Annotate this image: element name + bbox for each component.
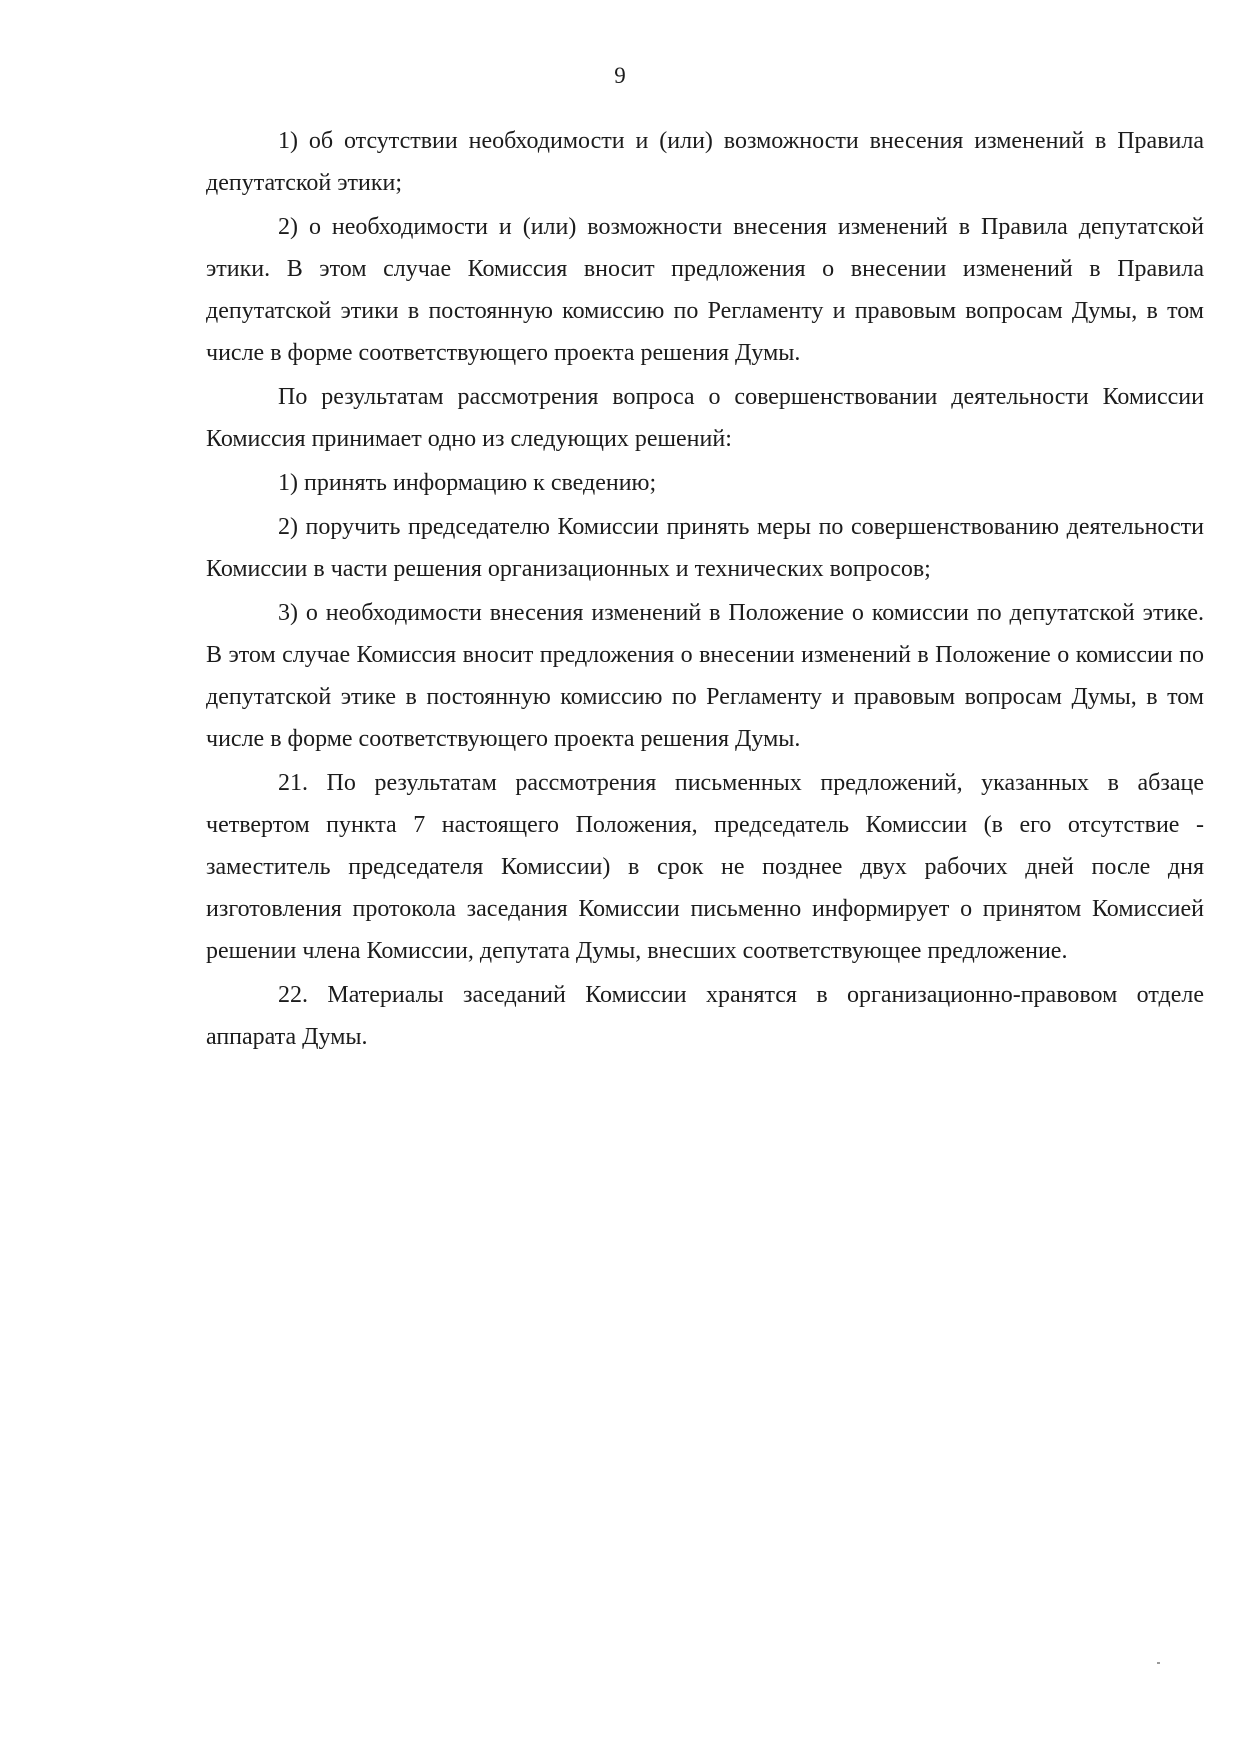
paragraph-clause-21: 21. По результатам рассмотрения письменных предложений, указанных в абзаце четвертом пункта 7 настоящего Положения, председатель Комиссии (в его отсутствие - заместитель председателя Комиссии) в срок не позднее двух рабочих дней после дня изготовления протокола заседания Комиссии письменно информирует о принятом Комиссией решении члена Комиссии, депутата Думы, внесших соответствующее предложение. [206,770,1204,964]
paragraph-item-1-accept-info: 1) принять информацию к сведению; [278,470,657,496]
paragraph-clause-22: 22. Материалы заседаний Комиссии хранятся в организационно-правовом отделе аппарата Думы. [206,982,1204,1050]
scan-artifact-dot [1157,1662,1160,1664]
paragraph-commission-activity-intro: По результатам рассмотрения вопроса о совершенствовании деятельности Комиссии Комиссия принимает одно из следующих решений: [206,384,1204,452]
paragraph-item-2-instruct-chair: 2) поручить председателю Комиссии принять меры по совершенствованию деятельности Комиссии в части решения организационных и технических вопросов; [206,514,1204,582]
paragraph-item-1-no-changes-rules: 1) об отсутствии необходимости и (или) возможности внесения изменений в Правила депутатской этики; [206,128,1204,196]
document-body [206,120,1204,1060]
paragraph-item-2-changes-rules: 2) о необходимости и (или) возможности внесения изменений в Правила депутатской этики. В этом случае Комиссия вносит предложения о внесении изменений в Правила депутатской этики в постоянную комиссию по Регламенту и правовым вопросам Думы, в том числе в форме соответствующего проекта решения Думы. [206,214,1204,366]
paragraph-item-3-changes-regulation: 3) о необходимости внесения изменений в Положение о комиссии по депутатской этике. В этом случае Комиссия вносит предложения о внесении изменений в Положение о комиссии по депутатской этике в постоянную комиссию по Регламенту и правовым вопросам Думы, в том числе в форме соответствующего проекта решения Думы. [206,600,1204,752]
page-number: 9 [614,63,626,88]
